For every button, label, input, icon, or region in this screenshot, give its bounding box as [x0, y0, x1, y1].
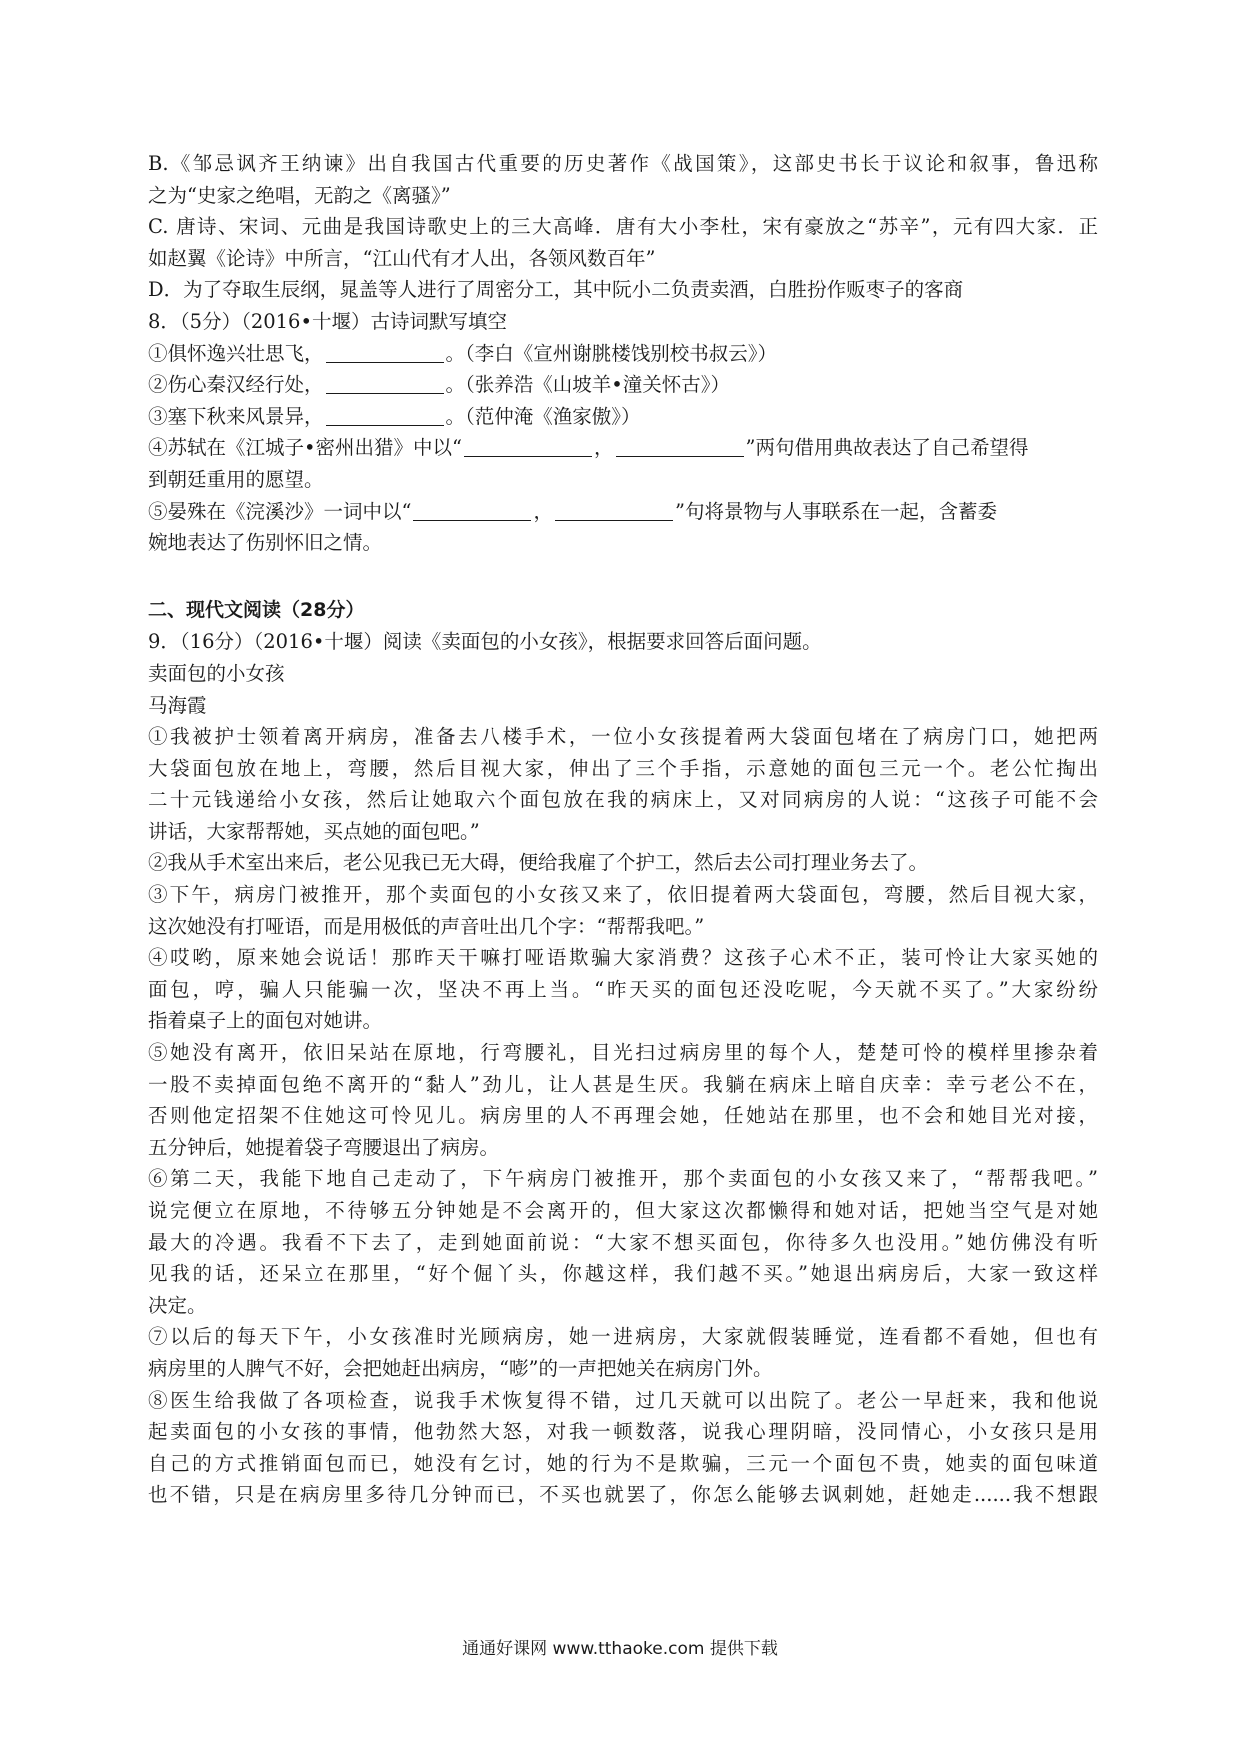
question-8-title: 8．（5分）（2016•十堰）古诗词默写填空 — [148, 309, 507, 333]
option-c-line-2: 如赵翼《论诗》中所言，“江山代有才人出，各领风数百年” — [148, 246, 656, 270]
story-line: ⑦以后的每天下午，小女孩准时光顾病房，她一进病房，大家就假装睡觉，连看都不看她，但也有 — [148, 1325, 1098, 1349]
story-line: 最大的冷遇。我看不下去了，走到她面前说：“大家不想买面包，你待多久也没用。”她仿佛没有听 — [148, 1230, 1098, 1254]
story-body — [148, 721, 1098, 1511]
story-line: 病房里的人脾气不好，会把她赶出病房，“嘭”的一声把她关在病房门外。 — [148, 1356, 773, 1380]
story-line: 大袋面包放在地上，弯腰，然后目视大家，伸出了三个手指，示意她的面包三元一个。老公忙掏出 — [148, 756, 1098, 780]
story-line: ①我被护士领着离开病房，准备去八楼手术，一位小女孩提着两大袋面包堵在了病房门口，她把两 — [148, 725, 1098, 749]
q8-item-4-cont: 到朝廷重用的愿望。 — [148, 467, 324, 491]
page-footer: 通通好课网 www.tthaoke.com 提供下载 — [462, 1639, 778, 1659]
section-spacer — [148, 559, 1098, 595]
option-b-line-2: 之为“史家之绝唱，无韵之《离骚》” — [148, 183, 451, 207]
story-line: 否则他定招架不住她这可怜见儿。病房里的人不再理会她，任她站在那里，也不会和她目光对接， — [148, 1104, 1098, 1128]
q8-item-5: ⑤晏殊在《浣溪沙》一词中以“ ， ”句将景物与人事联系在一起，含蓄委 — [148, 499, 997, 523]
story-author: 马海霞 — [148, 693, 207, 717]
story-title: 卖面包的小女孩 — [148, 661, 285, 685]
story-line: 起卖面包的小女孩的事情，他勃然大怒，对我一顿数落，说我心理阴暗，没同情心，小女孩只是用 — [148, 1420, 1098, 1444]
story-line: ④哎哟，原来她会说话！那昨天干嘛打哑语欺骗大家消费？这孩子心术不正，装可怜让大家买她的 — [148, 946, 1098, 970]
answer-blank[interactable] — [326, 373, 444, 394]
story-line: 说完便立在原地，不待够五分钟她是不会离开的，但大家这次都懒得和她对话，把她当空气是对她 — [148, 1199, 1098, 1222]
answer-blank[interactable] — [616, 436, 744, 457]
story-line: 决定。 — [148, 1293, 207, 1317]
story-line: ⑧医生给我做了各项检查，说我手术恢复得不错，过几天就可以出院了。老公一早赶来，我和他说 — [148, 1388, 1098, 1412]
answer-blank[interactable] — [326, 342, 444, 363]
q8-item-4: ④苏轼在《江城子•密州出猎》中以“ ， ”两句借用典故表达了自己希望得 — [148, 436, 1029, 460]
story-line: 自己的方式推销面包而已，她没有乞讨，她的行为不是欺骗，三元一个面包不贵，她卖的面包味道 — [148, 1451, 1098, 1475]
story-line: 二十元钱递给小女孩，然后让她取六个面包放在我的病床上，又对同病房的人说：“这孩子可能不会 — [148, 788, 1098, 812]
q8-item-1: ①俱怀逸兴壮思飞， 。（李白《宣州谢朓楼饯别校书叔云》） — [148, 341, 778, 365]
story-line: 见我的话，还呆立在那里，“好个倔丫头，你越这样，我们越不买。”她退出病房后，大家一致这样 — [148, 1262, 1098, 1286]
question-9-title: 9．（16分）（2016•十堰）阅读《卖面包的小女孩》，根据要求回答后面问题。 — [148, 630, 822, 654]
q8-item-3: ③塞下秋来风景异， 。（范仲淹《渔家傲》） — [148, 404, 641, 428]
answer-blank[interactable] — [555, 500, 673, 521]
story-line: 这次她没有打哑语，而是用极低的声音吐出几个字：“帮帮我吧。” — [148, 914, 705, 938]
story-line: 一股不卖掉面包绝不离开的“黏人”劲儿，让人甚是生厌。我躺在病床上暗自庆幸：幸亏老公不在， — [148, 1072, 1098, 1096]
document-page — [148, 148, 1098, 1511]
story-line: ③下午，病房门被推开，那个卖面包的小女孩又来了，依旧提着两大袋面包，弯腰，然后目视大家， — [148, 883, 1098, 907]
answer-blank[interactable] — [413, 500, 531, 521]
story-line: ②我从手术室出来后，老公见我已无大碍，便给我雇了个护工，然后去公司打理业务去了。 — [148, 851, 929, 875]
story-line: 指着桌子上的面包对她讲。 — [148, 1009, 383, 1033]
story-line: 面包，哼，骗人只能骗一次，坚决不再上当。“昨天买的面包还没吃呢，今天就不买了。”大家纷纷 — [148, 977, 1098, 1001]
story-line: 五分钟后，她提着袋子弯腰退出了病房。 — [148, 1135, 500, 1159]
story-line: 讲话，大家帮帮她，买点她的面包吧。” — [148, 819, 480, 843]
option-d-line-1: D．为了夺取生辰纲，晁盖等人进行了周密分工，其中阮小二负责卖酒，白胜扮作贩枣子的客商 — [148, 278, 964, 302]
section-2-heading: 二、现代文阅读（28分） — [148, 598, 365, 621]
answer-blank[interactable] — [326, 405, 444, 426]
story-line: ⑤她没有离开，依旧呆站在原地，行弯腰礼，目光扫过病房里的每个人，楚楚可怜的模样里掺杂着 — [148, 1041, 1098, 1065]
option-b-line-1: B.《邹忌讽齐王纳谏》出自我国古代重要的历史著作《战国策》，这部史书长于议论和叙事，鲁迅称 — [148, 152, 1098, 175]
option-c-line-1: C. 唐诗、宋词、元曲是我国诗歌史上的三大高峰．唐有大小李杜，宋有豪放之“苏辛”，元有四大家．正 — [148, 215, 1098, 239]
story-line: 也不错，只是在病房里多待几分钟而已，不买也就罢了，你怎么能够去讽刺她，赶她走......我不想跟 — [148, 1483, 1098, 1507]
q8-item-5-cont: 婉地表达了伤别怀旧之情。 — [148, 531, 383, 555]
q8-item-2: ②伤心秦汉经行处， 。（张养浩《山坡羊•潼关怀古》） — [148, 373, 731, 397]
answer-blank[interactable] — [464, 436, 592, 457]
story-line: ⑥第二天，我能下地自己走动了，下午病房门被推开，那个卖面包的小女孩又来了，“帮帮我吧。” — [148, 1167, 1098, 1191]
